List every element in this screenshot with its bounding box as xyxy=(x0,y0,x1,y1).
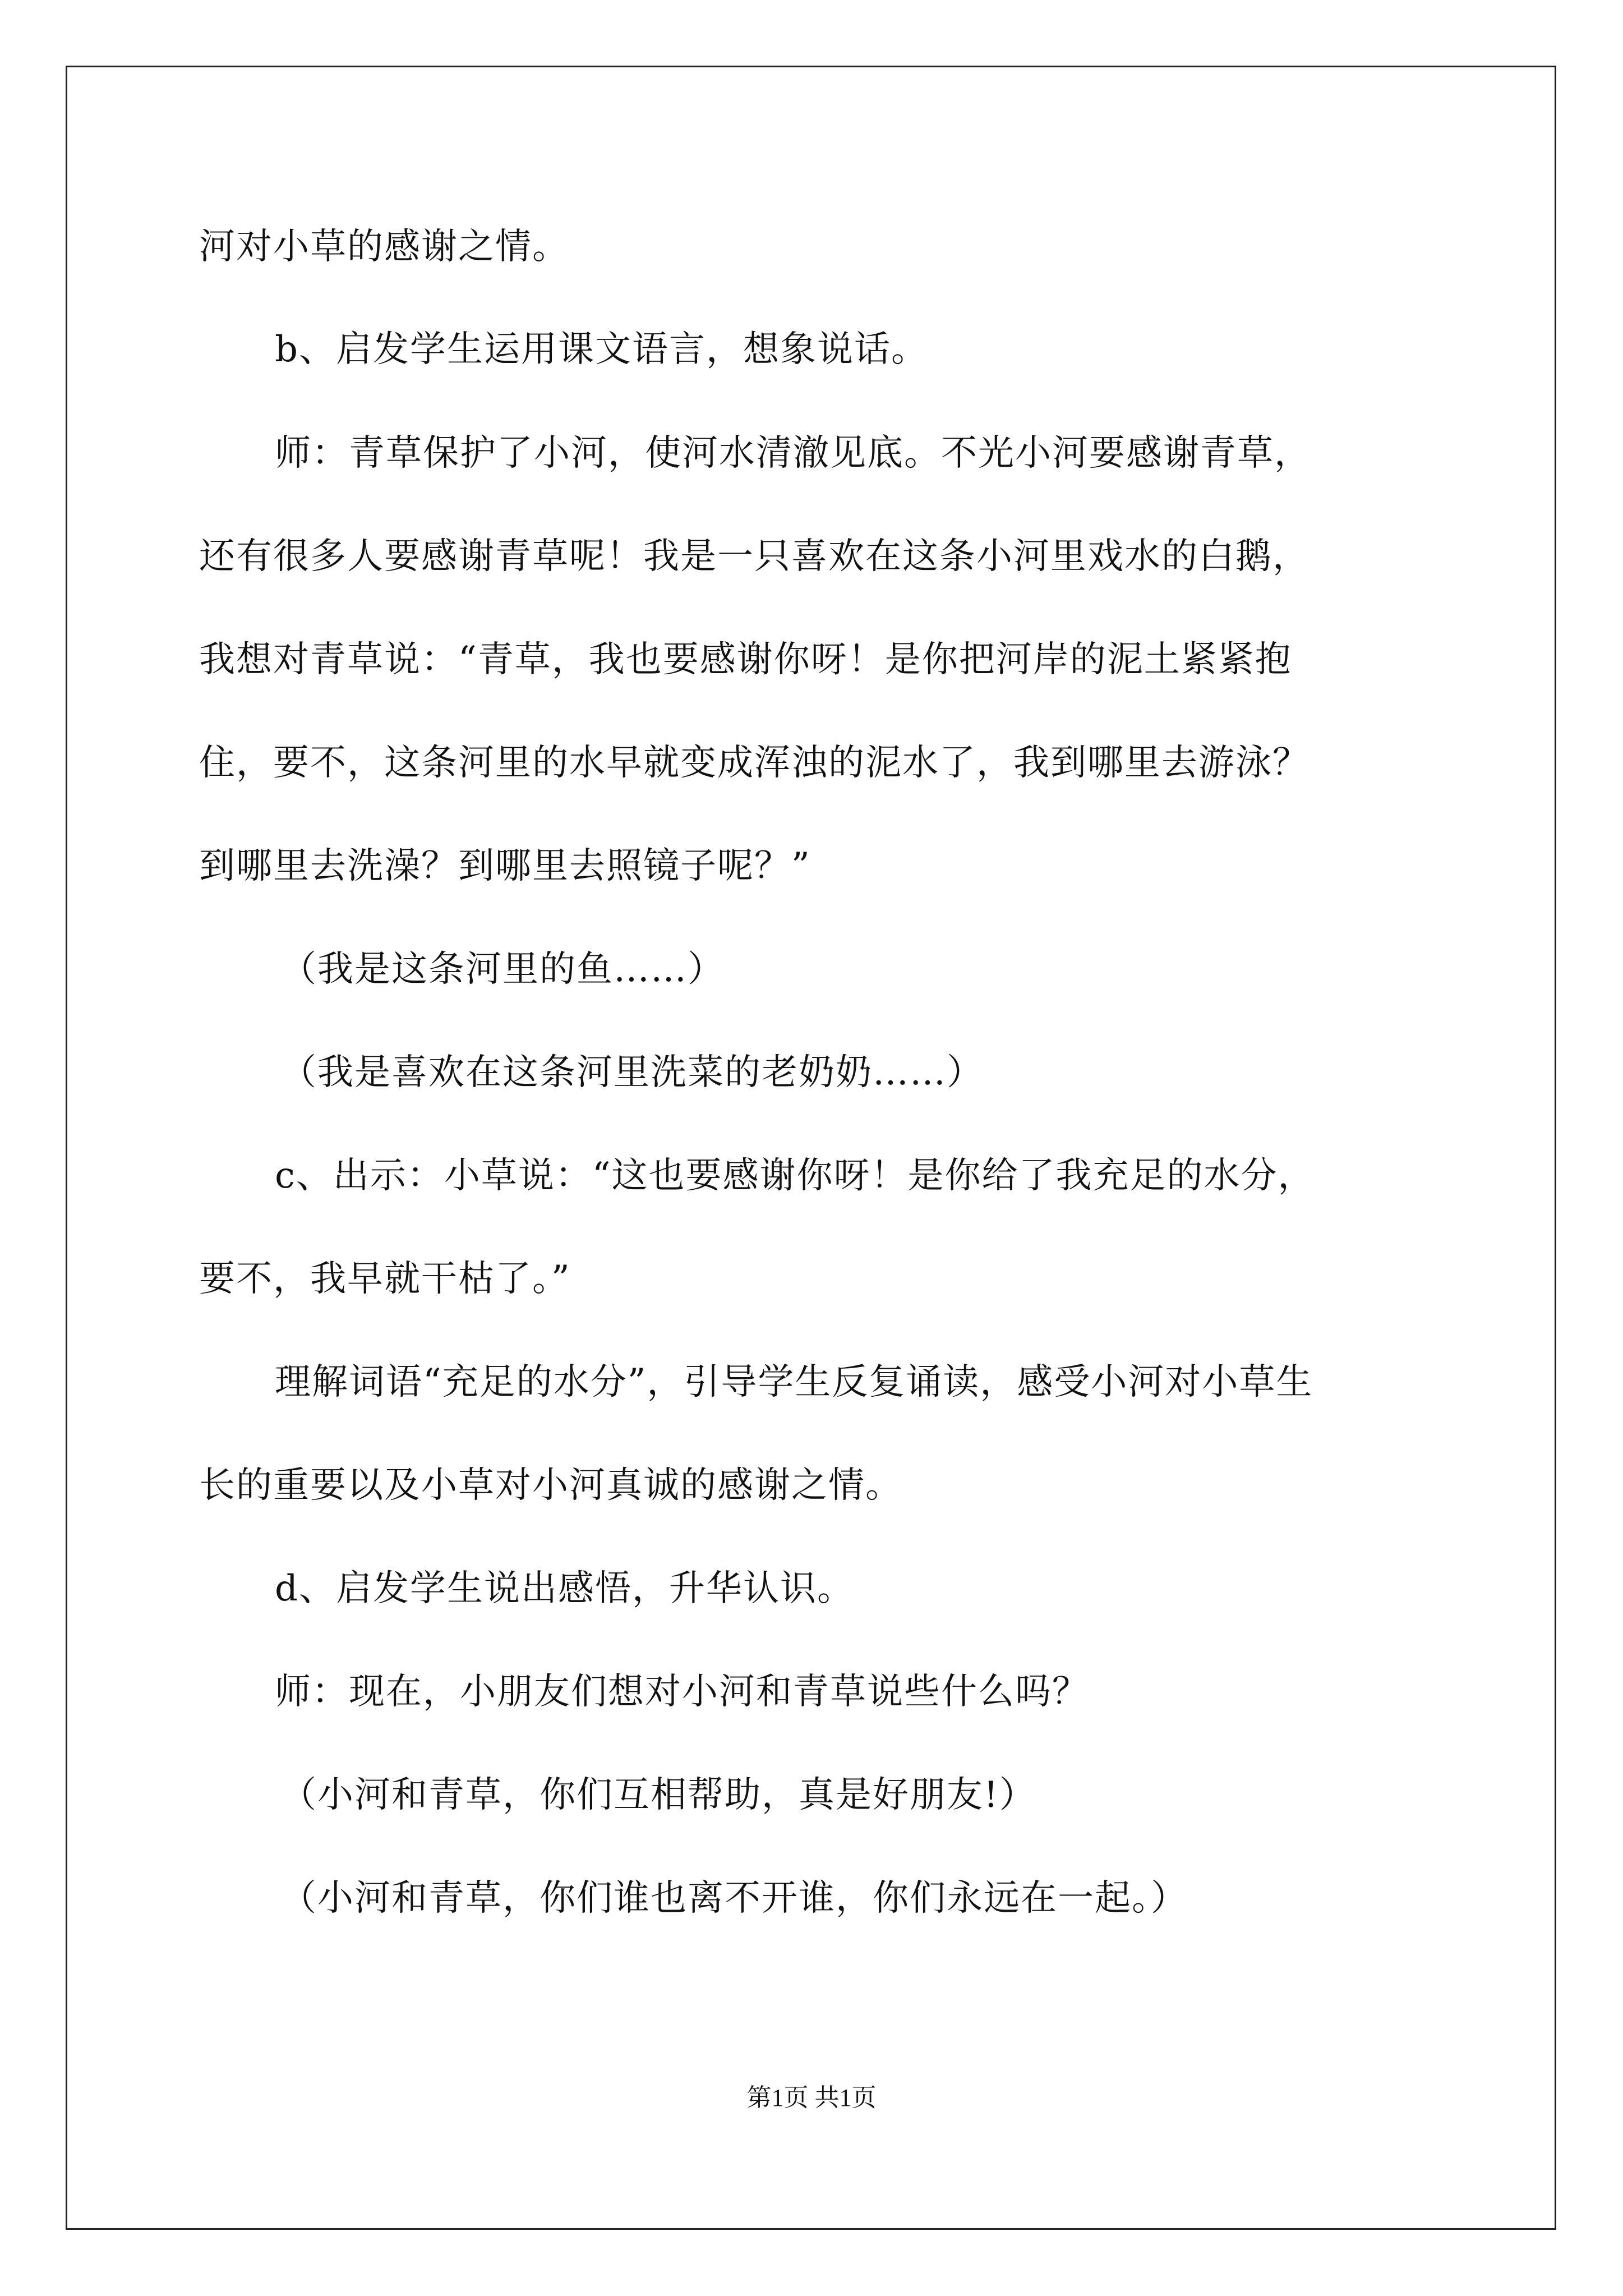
paragraph-line: （小河和青草，你们谁也离不开谁，你们永远在一起。） xyxy=(280,1878,1188,1919)
paragraph-line: 到哪里去洗澡？到哪里去照镜子呢？” xyxy=(199,845,811,887)
paragraph-line: 长的重要以及小草对小河真诚的感谢之情。 xyxy=(199,1465,902,1506)
paragraph-line: 师：现在，小朋友们想对小河和青草说些什么吗？ xyxy=(275,1671,1089,1713)
paragraph-line: 河对小草的感谢之情。 xyxy=(199,226,569,268)
paragraph-line: （我是这条河里的鱼……） xyxy=(280,949,725,990)
page-footer: 第1页 共1页 xyxy=(746,2084,877,2111)
paragraph-line: 要不，我早就干枯了。” xyxy=(199,1258,571,1300)
paragraph-line: 理解词语“充足的水分”，引导学生反复诵读，感受小河对小草生 xyxy=(275,1361,1313,1403)
paragraph-line: 还有很多人要感谢青草呢！我是一只喜欢在这条小河里戏水的白鹅， xyxy=(199,536,1310,577)
paragraph-line: b、启发学生运用课文语言，想象说话。 xyxy=(275,329,928,370)
paragraph-line: 我想对青草说：“青草，我也要感谢你呀！是你把河岸的泥土紧紧抱 xyxy=(199,639,1292,680)
paragraph-line: d、启发学生说出感悟，升华认识。 xyxy=(275,1568,854,1609)
paragraph-line: （我是喜欢在这条河里洗菜的老奶奶……） xyxy=(280,1052,984,1093)
paragraph-line: c、出示：小草说：“这也要感谢你呀！是你给了我充足的水分， xyxy=(275,1155,1315,1197)
paragraph-line: 师：青草保护了小河，使河水清澈见底。不光小河要感谢青草， xyxy=(275,432,1311,474)
paragraph-line: 住，要不，这条河里的水早就变成浑浊的泥水了，我到哪里去游泳？ xyxy=(199,742,1310,784)
paragraph-line: （小河和青草，你们互相帮助，真是好朋友!） xyxy=(280,1774,1036,1816)
